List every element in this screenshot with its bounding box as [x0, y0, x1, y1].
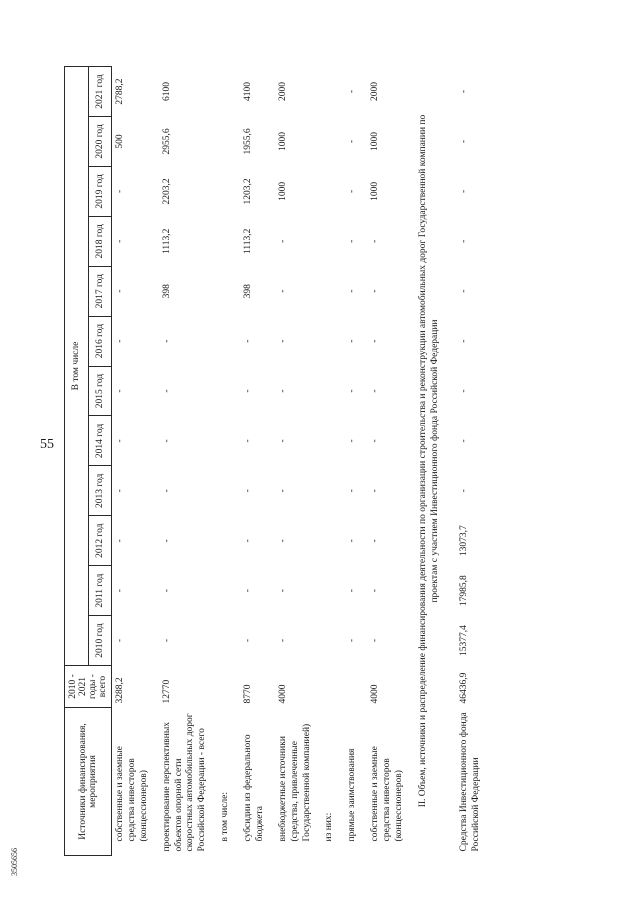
table-row	[235, 67, 270, 856]
year-cell: 6100	[161, 82, 172, 102]
year-cell: 15377,4	[459, 625, 470, 656]
table-row	[270, 67, 317, 856]
year-cell: 2000	[277, 82, 288, 102]
year-cell: -	[347, 89, 358, 94]
table-row	[112, 67, 154, 856]
year-cell: -	[243, 589, 253, 593]
header-including: В том числе	[65, 67, 89, 666]
year-cell: -	[161, 638, 172, 643]
year-cell: 1000	[277, 131, 288, 151]
year-cell: -	[459, 339, 470, 343]
header-year: 2021 год	[88, 67, 112, 117]
header-year: 2020 год	[88, 117, 112, 167]
year-cell: -	[370, 439, 381, 443]
year-cell: -	[459, 389, 470, 393]
header-year: 2013 год	[88, 466, 112, 516]
row-label: из них:	[324, 812, 335, 842]
year-cell: -	[115, 239, 125, 243]
year-cell: -	[370, 539, 381, 543]
header-year: 2010 год	[88, 616, 112, 666]
year-cell: -	[277, 339, 288, 343]
year-cell: -	[347, 339, 358, 343]
year-cell: -	[277, 539, 288, 543]
year-cell: 398	[243, 284, 253, 299]
year-cell: -	[115, 339, 125, 343]
year-cell: -	[161, 339, 172, 343]
total-cell: 4000	[277, 684, 288, 704]
year-cell: -	[115, 389, 125, 393]
year-cell: -	[115, 638, 125, 643]
year-cell: 1000	[277, 181, 288, 201]
year-cell: -	[370, 489, 381, 493]
year-cell: -	[370, 389, 381, 393]
total-cell: 46436,9	[459, 672, 470, 704]
row-label: внебюджетные источники (средства, привлеченные Государственной компанией)	[277, 723, 312, 842]
year-cell: -	[243, 638, 253, 643]
header-total: 2010 - 2021 годы - всего	[65, 666, 112, 708]
year-cell: -	[277, 439, 288, 443]
year-cell: -	[459, 439, 470, 443]
page-number: 55	[40, 437, 54, 452]
year-cell: -	[459, 289, 470, 293]
year-cell: -	[277, 489, 288, 493]
year-cell: 2955,6	[161, 128, 172, 155]
year-cell: -	[161, 389, 172, 393]
total-cell: 12770	[161, 679, 172, 704]
year-cell: 17985,8	[459, 575, 470, 607]
year-cell: -	[277, 289, 288, 293]
year-cell: -	[459, 489, 470, 493]
year-cell: -	[277, 389, 288, 393]
year-cell: 1955,6	[243, 128, 253, 155]
header-source: Источники финансирования, мероприятия	[65, 708, 112, 856]
year-cell: -	[347, 239, 358, 243]
document-code: 3505656	[10, 848, 19, 876]
year-cell: 2203,2	[161, 178, 172, 205]
year-cell: 13073,7	[459, 525, 470, 557]
section-row	[409, 67, 452, 856]
year-cell: -	[370, 239, 381, 243]
year-cell: -	[115, 589, 125, 593]
year-cell: 4100	[243, 82, 253, 102]
year-cell: -	[115, 439, 125, 443]
total-cell	[339, 666, 362, 708]
header-year: 2012 год	[88, 516, 112, 566]
year-cell: 1000	[370, 181, 381, 201]
table-row	[212, 67, 235, 856]
year-cell: 1113,2	[161, 228, 172, 255]
year-cell: -	[115, 189, 125, 193]
header-year: 2011 год	[88, 566, 112, 616]
empty-cell	[316, 67, 339, 708]
year-cell: 1203,2	[243, 178, 253, 205]
table-row	[451, 67, 486, 856]
year-cell: -	[277, 638, 288, 643]
header-year: 2015 год	[88, 366, 112, 416]
total-cell: 4000	[370, 684, 381, 704]
table-body	[112, 67, 487, 856]
year-cell: -	[277, 239, 288, 243]
year-cell: -	[347, 589, 358, 593]
year-cell: 2000	[370, 82, 381, 102]
empty-cell	[212, 67, 235, 708]
total-cell: 3288,2	[115, 677, 125, 704]
table-row	[316, 67, 339, 856]
row-label: в том числе:	[220, 791, 231, 842]
year-cell: -	[115, 489, 125, 493]
year-cell: -	[370, 289, 381, 293]
year-cell: -	[161, 539, 172, 543]
total-cell: 8770	[243, 684, 253, 704]
row-label: собственные и заемные средства инвесторов (концессионеров)	[370, 746, 404, 842]
year-cell: -	[459, 189, 470, 193]
year-cell: 398	[161, 284, 172, 299]
year-cell: 500	[115, 134, 125, 149]
year-cell: -	[277, 589, 288, 593]
year-cell: 2788,2	[115, 78, 125, 105]
year-cell: -	[347, 489, 358, 493]
rotated-table-container	[64, 66, 554, 856]
year-cell: -	[161, 589, 172, 593]
header-year: 2014 год	[88, 416, 112, 466]
year-cell: -	[347, 289, 358, 293]
year-cell: -	[347, 539, 358, 543]
row-label: прямые заимствования	[347, 748, 358, 842]
year-cell: -	[161, 439, 172, 443]
header-year: 2018 год	[88, 216, 112, 266]
year-cell: -	[115, 539, 125, 543]
row-label: Средства Инвестиционного фонда Российской Федерации	[459, 712, 482, 852]
section-heading: II. Объем, источники и распределение финансирования деятельности по организации строительства и реконструкции автомобильных дорог Государственной компании по проектам с участием Инвестиционного фонда Российской Федерации	[417, 114, 441, 808]
year-cell: -	[347, 439, 358, 443]
table-row	[154, 67, 213, 856]
year-cell: -	[243, 389, 253, 393]
year-cell: -	[243, 439, 253, 443]
year-cell: -	[459, 89, 470, 94]
year-cell: -	[347, 638, 358, 643]
table-row	[339, 67, 362, 856]
row-label: собственные и заемные средства инвесторов (концессионеров)	[115, 746, 149, 842]
year-cell: -	[370, 589, 381, 593]
year-cell: -	[115, 289, 125, 293]
year-cell: -	[243, 539, 253, 543]
row-label: проектирование перспективных объектов опорной сети скоростных автомобильных дорог Российской Федерации - всего	[161, 713, 208, 852]
year-cell: -	[243, 339, 253, 343]
year-cell: -	[459, 239, 470, 243]
year-cell: -	[370, 638, 381, 643]
year-cell: 1113,2	[243, 228, 253, 255]
year-cell: -	[161, 489, 172, 493]
year-cell: -	[347, 389, 358, 393]
header-year: 2019 год	[88, 166, 112, 216]
header-year: 2017 год	[88, 266, 112, 316]
year-cell: -	[347, 189, 358, 193]
year-cell: -	[370, 339, 381, 343]
row-label: субсидии из федерального бюджета	[243, 734, 265, 842]
financing-table	[64, 66, 486, 856]
header-year: 2016 год	[88, 316, 112, 366]
year-cell: -	[347, 139, 358, 144]
year-cell: -	[459, 139, 470, 144]
year-cell: -	[243, 489, 253, 493]
year-cell: 1000	[370, 131, 381, 151]
table-row	[362, 67, 409, 856]
